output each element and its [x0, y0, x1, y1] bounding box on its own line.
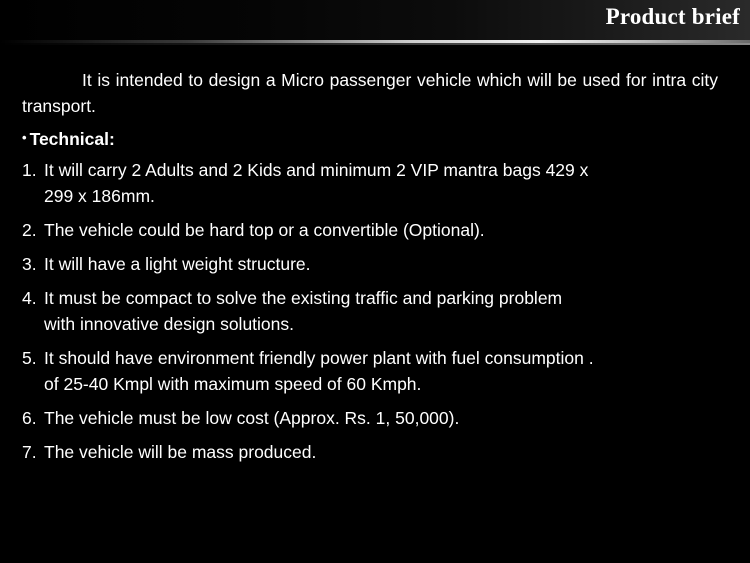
list-item-line-1: It will have a light weight structure.: [44, 254, 311, 274]
list-item-text: [44, 217, 728, 243]
list-item: [22, 345, 728, 397]
list-item-number: 6.: [22, 408, 37, 428]
list-item-number: 1.: [22, 160, 37, 180]
list-item-text: [44, 285, 728, 337]
list-item-line-1: It should have environment friendly power plant with fuel consumption .: [44, 348, 594, 368]
list-item: [22, 285, 728, 337]
list-item-text: [44, 405, 728, 431]
list-item-text: [44, 251, 728, 277]
list-item: [22, 251, 728, 277]
list-item-line-1: It must be compact to solve the existing traffic and parking problem: [44, 288, 563, 308]
list-item-line-1: The vehicle must be low cost (Approx. Rs. 1, 50,000).: [44, 408, 460, 428]
list-item: [22, 217, 728, 243]
list-item-text: [44, 439, 728, 465]
slide-body: [0, 45, 750, 465]
slide-header: [0, 0, 750, 40]
list-item-line-2: of 25-40 Kmpl with maximum speed of 60 Kmph.: [44, 374, 422, 394]
list-item-number: 3.: [22, 254, 37, 274]
list-item-line-1: The vehicle could be hard top or a convertible (Optional).: [44, 220, 485, 240]
list-item-number: 2.: [22, 220, 37, 240]
page-title: Product brief: [605, 4, 740, 29]
bullet-dot-icon: •: [22, 130, 27, 145]
list-item: [22, 439, 728, 465]
list-item-line-2: with innovative design solutions.: [44, 314, 295, 334]
requirements-list: [22, 157, 728, 465]
list-item-line-1: It will carry 2 Adults and 2 Kids and minimum 2 VIP mantra bags 429 x: [44, 160, 589, 180]
list-item-number: 5.: [22, 348, 37, 368]
section-heading-label: Technical:: [29, 129, 115, 149]
list-item-number: 4.: [22, 288, 37, 308]
list-item: [22, 405, 728, 431]
list-item-line-1: The vehicle will be mass produced.: [44, 442, 317, 462]
list-item-line-2: 299 x 186mm.: [44, 186, 155, 206]
section-heading: [22, 125, 728, 153]
list-item-text: [44, 157, 728, 209]
intro-paragraph: It is intended to design a Micro passenger vehicle which will be used for intra city transport.: [22, 70, 718, 116]
list-item-text: [44, 345, 728, 397]
list-item-number: 7.: [22, 442, 37, 462]
list-item: [22, 157, 728, 209]
